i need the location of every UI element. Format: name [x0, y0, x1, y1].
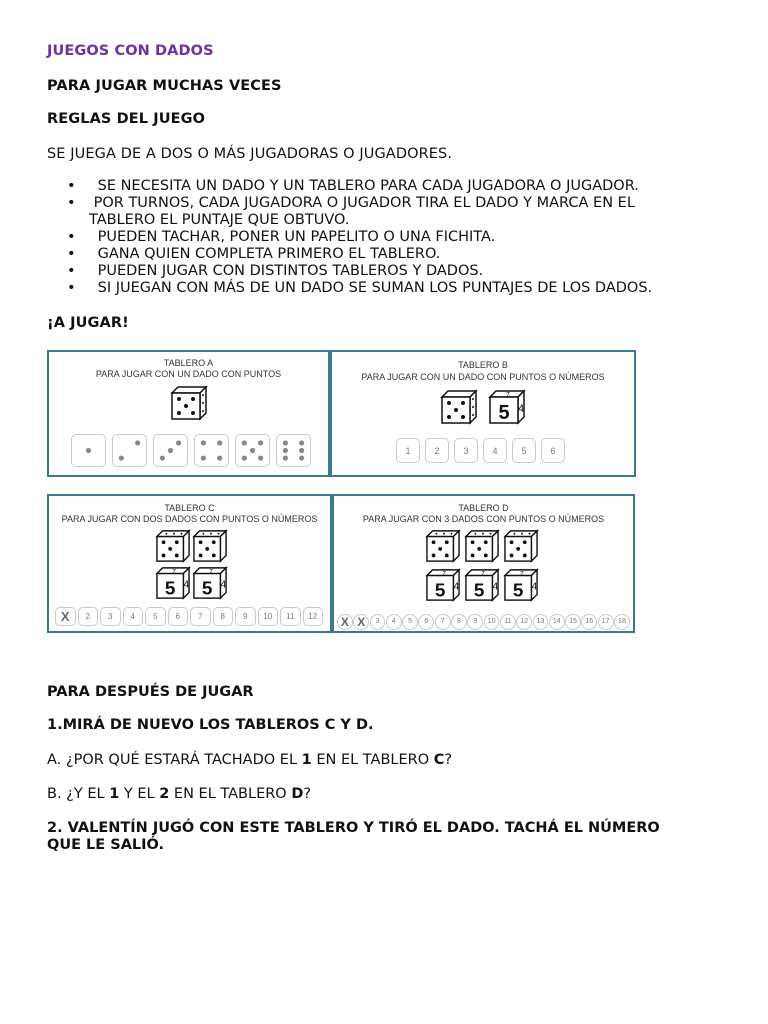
list-item: [47, 229, 727, 246]
rule-text: POR TURNOS, CADA JUGADORA O JUGADOR TIRA EL DADO Y MARCA EN EL TABLERO EL PUNTAJE QUE OBTUVO.: [89, 195, 635, 228]
dice-icon: [440, 389, 478, 425]
bullet: •: [67, 229, 76, 245]
board-cell[interactable]: 15: [565, 614, 581, 630]
after-heading: PARA DESPUÉS DE JUGAR: [47, 684, 254, 700]
question-a-board: C: [433, 752, 445, 768]
question-b-text: ?: [303, 786, 312, 802]
play-heading: ¡A JUGAR!: [47, 315, 129, 331]
die-number: 7: [481, 570, 485, 578]
board-a-title: TABLERO A: [163, 358, 214, 368]
board-cell[interactable]: 14: [549, 614, 565, 630]
pip: [258, 440, 263, 445]
question-b-number: 2: [159, 786, 170, 802]
board-cell[interactable]: [194, 434, 229, 467]
die-number: 4: [531, 581, 538, 593]
die-face-icon: [197, 437, 226, 464]
question-a-number: 1: [301, 752, 312, 768]
board-cell[interactable]: 8: [451, 614, 467, 630]
rule-text: PUEDEN JUGAR CON DISTINTOS TABLEROS Y DADOS.: [93, 263, 484, 279]
board-d: [332, 494, 635, 633]
board-b-subtitle: PARA JUGAR CON UN DADO CON PUNTOS O NÚMEROS: [361, 372, 605, 382]
pip: [217, 440, 222, 445]
question-2-line-1: 2. VALENTÍN JUGÓ CON ESTE TABLERO Y TIRÓ EL DADO. TACHÁ EL NÚMERO: [47, 820, 660, 836]
dice-icon: [464, 529, 500, 563]
board-d-cells: [337, 614, 630, 630]
question-1-heading: 1.MIRÁ DE NUEVO LOS TABLEROS C Y D.: [47, 717, 374, 733]
board-cell[interactable]: 13: [533, 614, 549, 630]
die-number: 4: [220, 579, 227, 591]
pip: [242, 455, 247, 460]
die-number: 5: [434, 580, 446, 602]
board-cell[interactable]: 4: [483, 438, 507, 463]
die-number: 7: [520, 570, 524, 578]
board-c: [47, 494, 332, 633]
die-number: 5: [201, 578, 213, 600]
board-cell[interactable]: 2: [425, 438, 449, 463]
pip: [250, 448, 255, 453]
pip: [258, 455, 263, 460]
board-cell[interactable]: 11: [500, 614, 516, 630]
board-cell[interactable]: 9: [467, 614, 483, 630]
rules-list: [47, 178, 727, 297]
question-a-text: EN EL TABLERO: [311, 752, 434, 768]
board-b-cells: [396, 438, 565, 463]
board-cell[interactable]: 6: [418, 614, 434, 630]
rule-text: SI JUEGAN CON MÁS DE UN DADO SE SUMAN LOS PUNTAJES DE LOS DADOS.: [93, 280, 653, 296]
list-item: [47, 178, 727, 195]
board-cell[interactable]: 3: [370, 614, 386, 630]
board-cell[interactable]: [153, 434, 188, 467]
board-cell[interactable]: 3: [100, 607, 121, 626]
question-a-text: ?: [444, 752, 453, 768]
die-number: 5: [498, 402, 510, 424]
pip: [160, 455, 165, 460]
number-dice-icon: [464, 568, 500, 602]
board-b-title: TABLERO B: [458, 360, 508, 370]
board-a-cells: [71, 434, 311, 467]
number-dice-icon: [425, 568, 461, 602]
bullet: •: [67, 195, 76, 211]
number-dice-icon: [503, 568, 539, 602]
pip: [201, 455, 206, 460]
board-cell[interactable]: 10: [258, 607, 279, 626]
board-a: [47, 350, 330, 477]
question-b-text: EN EL TABLERO: [169, 786, 292, 802]
pip: [168, 448, 173, 453]
board-cell[interactable]: 16: [581, 614, 597, 630]
pip: [299, 455, 304, 460]
board-cell[interactable]: 6: [168, 607, 189, 626]
board-d-subtitle: PARA JUGAR CON 3 DADOS CON PUNTOS O NÚMEROS: [362, 514, 605, 524]
board-cell[interactable]: 17: [598, 614, 614, 630]
pip: [283, 440, 288, 445]
pip: [201, 440, 206, 445]
question-2-line-2: QUE LE SALIÓ.: [47, 837, 165, 853]
board-cell[interactable]: [276, 434, 311, 467]
number-dice-icon: [192, 566, 228, 600]
board-cell[interactable]: 6: [541, 438, 565, 463]
question-b-number: 1: [109, 786, 120, 802]
dice-icon: [155, 529, 191, 563]
board-cell[interactable]: 12: [516, 614, 532, 630]
die-number: 4: [453, 581, 460, 593]
die-number: 4: [517, 403, 525, 415]
board-cell[interactable]: 9: [235, 607, 256, 626]
board-c-subtitle: PARA JUGAR CON DOS DADOS CON PUNTOS O NÚMEROS: [61, 514, 318, 524]
crossed-cell[interactable]: X: [55, 607, 76, 626]
dice-icon: [192, 529, 228, 563]
pip: [86, 448, 91, 453]
board-cell[interactable]: 5: [145, 607, 166, 626]
bullet: •: [67, 246, 76, 262]
crossed-cell[interactable]: X: [337, 614, 353, 630]
board-cell[interactable]: 5: [512, 438, 536, 463]
board-cell[interactable]: [112, 434, 147, 467]
document-title: JUEGOS CON DADOS: [47, 43, 214, 59]
board-a-subtitle: PARA JUGAR CON UN DADO CON PUNTOS: [95, 369, 282, 379]
number-dice-icon: [488, 389, 526, 425]
rules-heading: REGLAS DEL JUEGO: [47, 111, 206, 127]
die-face-icon: [156, 437, 185, 464]
list-item: [47, 195, 727, 229]
question-a-text: A. ¿POR QUÉ ESTARÁ TACHADO EL: [47, 752, 302, 768]
bullet: •: [67, 263, 76, 279]
board-cell[interactable]: 4: [386, 614, 402, 630]
pip: [119, 455, 124, 460]
question-b-text: Y EL: [119, 786, 160, 802]
rule-text: GANA QUIEN COMPLETA PRIMERO EL TABLERO.: [93, 246, 441, 262]
dice-icon: [425, 529, 461, 563]
die-face-icon: [115, 437, 144, 464]
dice-icon: [503, 529, 539, 563]
rule-text: SE NECESITA UN DADO Y UN TABLERO PARA CADA JUGADORA O JUGADOR.: [93, 178, 639, 194]
bullet: •: [67, 280, 76, 296]
die-number: 4: [183, 579, 190, 591]
question-b-board: D: [291, 786, 304, 802]
list-item: [47, 280, 727, 297]
die-number: 7: [172, 568, 176, 576]
die-face-icon: [279, 437, 308, 464]
die-number: 4: [492, 581, 499, 593]
question-a: [47, 752, 452, 768]
board-cell[interactable]: 10: [484, 614, 500, 630]
die-number: 7: [506, 392, 510, 399]
die-number: 7: [442, 570, 446, 578]
board-cell[interactable]: 3: [454, 438, 478, 463]
pip: [299, 448, 304, 453]
board-cell[interactable]: 11: [280, 607, 301, 626]
board-cell[interactable]: 18: [614, 614, 630, 630]
board-cell[interactable]: 5: [402, 614, 418, 630]
board-cell[interactable]: 8: [213, 607, 234, 626]
number-dice-icon: [155, 566, 191, 600]
board-c-title: TABLERO C: [164, 503, 215, 513]
board-cell[interactable]: 4: [123, 607, 144, 626]
crossed-cell[interactable]: X: [353, 614, 369, 630]
list-item: [47, 246, 727, 263]
board-cell[interactable]: 12: [303, 607, 324, 626]
question-b: [47, 786, 311, 802]
pip: [217, 455, 222, 460]
pip: [283, 455, 288, 460]
bullet: •: [67, 178, 76, 194]
board-cell[interactable]: 7: [190, 607, 211, 626]
pip: [135, 440, 140, 445]
question-b-text: B. ¿Y EL: [47, 786, 110, 802]
die-face-icon: [74, 437, 103, 464]
board-cell[interactable]: 7: [435, 614, 451, 630]
die-face-icon: [238, 437, 267, 464]
pip: [299, 440, 304, 445]
dice-icon: [170, 385, 208, 421]
die-number: 5: [164, 578, 176, 600]
intro-text: SE JUEGA DE A DOS O MÁS JUGADORAS O JUGADORES.: [47, 146, 453, 162]
list-item: [47, 263, 727, 280]
die-number: 7: [209, 568, 213, 576]
die-number: 5: [512, 580, 524, 602]
board-cell[interactable]: [235, 434, 270, 467]
pip: [242, 440, 247, 445]
board-c-cells: [55, 607, 323, 626]
board-d-title: TABLERO D: [458, 503, 509, 513]
board-cell[interactable]: [71, 434, 106, 467]
board-cell[interactable]: 2: [78, 607, 99, 626]
board-cell[interactable]: 1: [396, 438, 420, 463]
rule-text: PUEDEN TACHAR, PONER UN PAPELITO O UNA FICHITA.: [93, 229, 496, 245]
die-number: 5: [473, 580, 485, 602]
pip: [176, 440, 181, 445]
subtitle: PARA JUGAR MUCHAS VECES: [47, 78, 282, 94]
pip: [283, 448, 288, 453]
board-b: [330, 350, 636, 477]
